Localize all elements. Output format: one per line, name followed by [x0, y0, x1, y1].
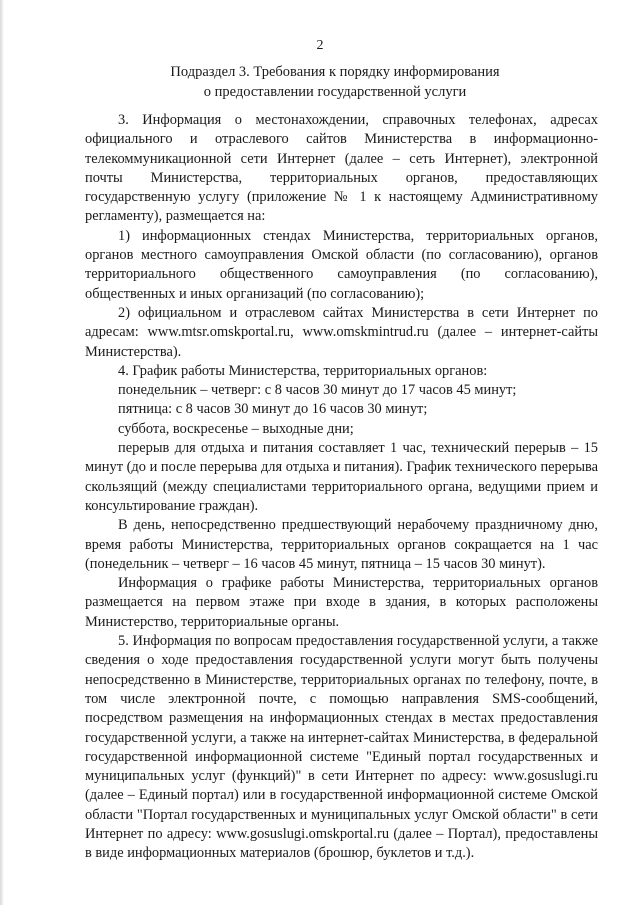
schedule-mon-thu: понедельник – четверг: с 8 часов 30 минут до 17 часов 45 минут;	[118, 382, 517, 399]
paragraph-4: 4. График работы Министерства, территориальных органов:	[118, 362, 488, 379]
document-body	[85, 111, 598, 864]
section-heading-line-1: Подраздел 3. Требования к порядку информирования	[170, 64, 500, 80]
scan-edge-shadow	[0, 0, 4, 905]
section-heading-line-2: о предоставлении государственной услуги	[203, 84, 467, 100]
paragraph-3-item-2: 2) официальном и отраслевом сайтах Министерства в сети Интернет по адресам: www.mtsr.omskportal.ru, www.omskmintrud.ru (далее – интернет-сайты Министерства).	[85, 304, 598, 360]
schedule-breaks: перерыв для отдыха и питания составляет 1 час, технический перерыв – 15 минут (до и после перерыва для отдыха и питания). График технического перерыва скользящий (между специалистами территориального органа, ведущими прием и консультирование граждан).	[85, 440, 598, 514]
section-heading	[120, 62, 550, 102]
paragraph-3: 3. Информация о местонахождении, справочных телефонах, адресах официального и отраслевого сайтов Министерства в информационно-телекоммуникационной сети Интернет (далее – сеть Интернет), электронной почты Министерства, территориальных органов, предоставляющих государственную услугу (приложение № 1 к настоящему Административному регламенту), размещается на:	[85, 112, 598, 225]
schedule-info-placement: Информация о графике работы Министерства, территориальных органов размещается на первом этаже при входе в здания, в которых расположены Министерство, территориальные органы.	[85, 575, 598, 630]
paragraph-5: 5. Информация по вопросам предоставления государственной услуги, а также сведения о ходе предоставления государственной услуги могут быть получены непосредственно в Министерстве, территориальных органах по телефону, почте, в том числе электронной почте, с помощью направления SMS-сообщений, посредством размещения на информационных стендах в местах предоставления государственной услуги, а также на интернет-сайтах Министерства, в федеральной государственной информационной системе "Единый портал государственных и муниципальных услуг (функций)" в сети Интернет по адресу: www.gosuslugi.ru (далее – Единый портал) или в государственной информационной системе Омской области "Портал государственных и муниципальных услуг Омской области" в сети Интернет по адресу: www.gosuslugi.omskportal.ru (далее – Портал), предоставлены в виде информационных материалов (брошюр, буклетов и т.д.).	[85, 633, 598, 862]
paragraph-3-item-1: 1) информационных стендах Министерства, территориальных органов, органов местного самоуправления Омской области (по согласованию), органов территориального общественного самоуправления (по согласованию), общественных и иных организаций (по согласованию);	[85, 227, 598, 302]
pre-holiday-schedule: В день, непосредственно предшествующий нерабочему праздничному дню, время работы Министерства, территориальных органов сокращается на 1 час (понедельник – четверг – 16 часов 45 минут, пятница – 15 часов 30 минут).	[85, 517, 598, 572]
schedule-fri: пятница: с 8 часов 30 минут до 16 часов 30 минут;	[118, 401, 428, 418]
page-number: 2	[316, 38, 324, 53]
schedule-weekend: суббота, воскресенье – выходные дни;	[118, 420, 354, 437]
